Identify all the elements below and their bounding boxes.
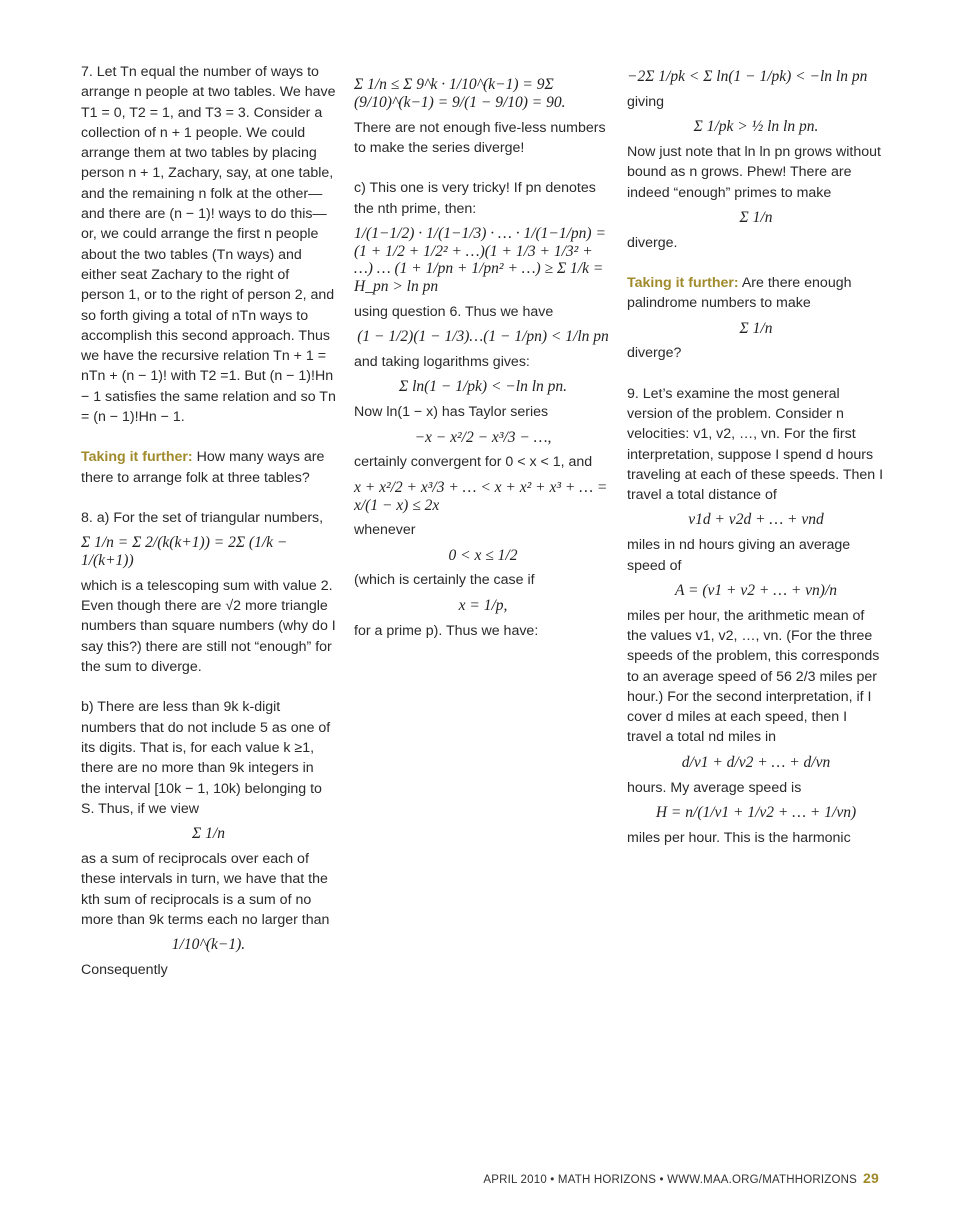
reciprocal-paragraph: as a sum of reciprocals over each of these intervals in turn, we have that the kth sum of reciprocals is a sum of no more than 9k terms each no larger than	[81, 850, 330, 928]
using-q6-text: using question 6. Thus we have	[354, 304, 554, 321]
equation-log: Σ ln(1 − 1/pk) < −ln ln pn.	[398, 378, 568, 396]
q9-paragraph: 9. Let’s examine the most general version of the problem. Consider n velocities: v1, v2, …, vn. For the first interpretation, suppose I spend d hours traveling at each of these speeds. Then I travel a total distance of	[627, 385, 884, 504]
telescoping-paragraph: which is a telescoping sum with value 2. Even though there are √2 more triangle numbers than square numbers (why do I say this?) there are still not “enough” for the sum to diverge.	[81, 577, 336, 676]
tf-paragraph-1	[81, 447, 336, 488]
mph-paragraph: miles per hour, the arithmetic mean of the values v1, v2, …, vn. (For the three speeds of the problem, this corresponds to an average speed of 56 2/3 miles per hour.) For the second interpretation, if I cover d miles at each speed, then I travel a total nd miles in	[627, 607, 880, 746]
q8a-paragraph: 8. a) For the set of triangular numbers,	[81, 509, 324, 526]
equation-product: 1/(1−1/2) · 1/(1−1/3) · … · 1/(1−1/pn) = (1 + 1/2 + 1/2² + …)(1 + 1/3 + 1/3² + …) … (1 + 1/pn + 1/pn² + …) ≥ Σ 1/k = H_pn > ln pn	[354, 224, 606, 296]
miles-in-text: miles in nd hours giving an average speed of	[627, 537, 851, 574]
diverge-question: diverge?	[627, 345, 682, 362]
tf-paragraph-2	[627, 273, 885, 314]
q8b-paragraph: b) There are less than 9k k-digit numbers that do not include 5 as one of its digits. That is, for each value k ≥1, there are no more than 9k integers in the interval [10k − 1, 10k) belonging to S. Thus, if we view	[81, 699, 331, 817]
tf-label: Taking it further:	[81, 449, 193, 466]
whenever-text: whenever	[354, 522, 416, 539]
column-1	[81, 62, 336, 980]
equation-inequality: x + x²/2 + x³/3 + … < x + x² + x³ + … = x/(1 − x) ≤ 2x	[354, 478, 608, 514]
equation-triangular: Σ 1/n = Σ 2/(k(k+1)) = 2Σ (1/k − 1/(k+1))	[81, 534, 288, 570]
convergent-text: certainly convergent for 0 < x < 1, and	[354, 454, 593, 471]
qc-paragraph: c) This one is very tricky! If pn denotes the nth prime, then:	[354, 180, 596, 217]
page-number: 29	[863, 1170, 879, 1186]
column-2	[354, 62, 612, 641]
equation-x-p: x = 1/p,	[458, 596, 508, 614]
equation-hours: d/v1 + d/v2 + … + d/vn	[681, 753, 831, 771]
giving-text: giving	[627, 93, 665, 110]
equation-range: 0 < x ≤ 1/2	[448, 546, 518, 564]
equation-geometric: Σ 1/n ≤ Σ 9^k · 1/10^(k−1) = 9Σ (9/10)^(k−1) = 9/(1 − 9/10) = 90.	[354, 76, 566, 111]
equation-harmonic-mean: H = n/(1/v1 + 1/v2 + … + 1/vn)	[655, 803, 857, 821]
tf-text-2: Are there enough palindrome numbers to make	[627, 274, 852, 312]
certainly-text: (which is certainly the case if	[354, 572, 535, 589]
taylor-text: Now ln(1 − x) has Taylor series	[354, 404, 549, 421]
diverge-text: diverge.	[627, 234, 678, 251]
equation-sum-s-3: Σ 1/n	[739, 319, 773, 337]
equation-distance: v1d + v2d + … + vnd	[688, 511, 824, 529]
equation-sum-s-2: Σ 1/n	[739, 208, 773, 226]
equation-half: Σ 1/pk > ½ ln ln pn.	[693, 118, 819, 136]
equation-arithmetic-mean: A = (v1 + v2 + … + vn)/n	[674, 581, 838, 599]
for-prime-text: for a prime p). Thus we have:	[354, 622, 539, 639]
consequently-text: Consequently	[81, 961, 168, 978]
equation-sum-s: Σ 1/n	[192, 825, 225, 843]
footer-text: APRIL 2010 • MATH HORIZONS • WWW.MAA.ORG/MATHHORIZONS	[483, 1174, 858, 1186]
page-footer	[483, 1170, 879, 1186]
tf-text: How many ways are there to arrange folk at three tables?	[81, 449, 325, 486]
note-paragraph: Now just note that ln ln pn grows without bound as n grows. Phew! There are indeed “enough” primes to make	[627, 143, 881, 201]
equation-taylor: −x − x²/2 − x³/3 − …,	[414, 428, 552, 446]
q7-paragraph: 7. Let Tn equal the number of ways to arrange n people at two tables. We have T1 = 0, T2 = 1, and T3 = 3. Consider a collection of n + 1 people. We could arrange them at two tables by placing person n + 1, Zachary, say, at one table, and the remaining n folk at the other—and there are (n − 1)! ways to do this—or, we could arrange the first n people about the two tables (Tn ways) and either seat Zachary to the right of person 1, or to the right of person 2, and so forth giving a total of nTn ways to accomplish this second approach. Thus we have the recursive relation Tn + 1 = nTn + (n − 1)! with T2 =1. But (n − 1)!Hn − 1 satisfies the same relation and so Tn = (n − 1)!Hn − 1.	[81, 64, 336, 426]
equation-minus-2: −2Σ 1/pk < Σ ln(1 − 1/pk) < −ln ln pn	[627, 68, 868, 85]
equation-bound-frac: 1/10^(k−1).	[171, 936, 246, 954]
equation-product-2: (1 − 1/2)(1 − 1/3)…(1 − 1/pn) < 1/ln pn	[357, 328, 609, 346]
tf-label-2: Taking it further:	[627, 274, 739, 291]
hours-text: hours. My average speed is	[627, 779, 802, 796]
not-enough-paragraph: There are not enough five-less numbers to make the series diverge!	[354, 119, 606, 156]
column-3	[627, 62, 885, 848]
taking-log-text: and taking logarithms gives:	[354, 354, 530, 371]
mph-harmonic-text: miles per hour. This is the harmonic	[627, 829, 851, 846]
